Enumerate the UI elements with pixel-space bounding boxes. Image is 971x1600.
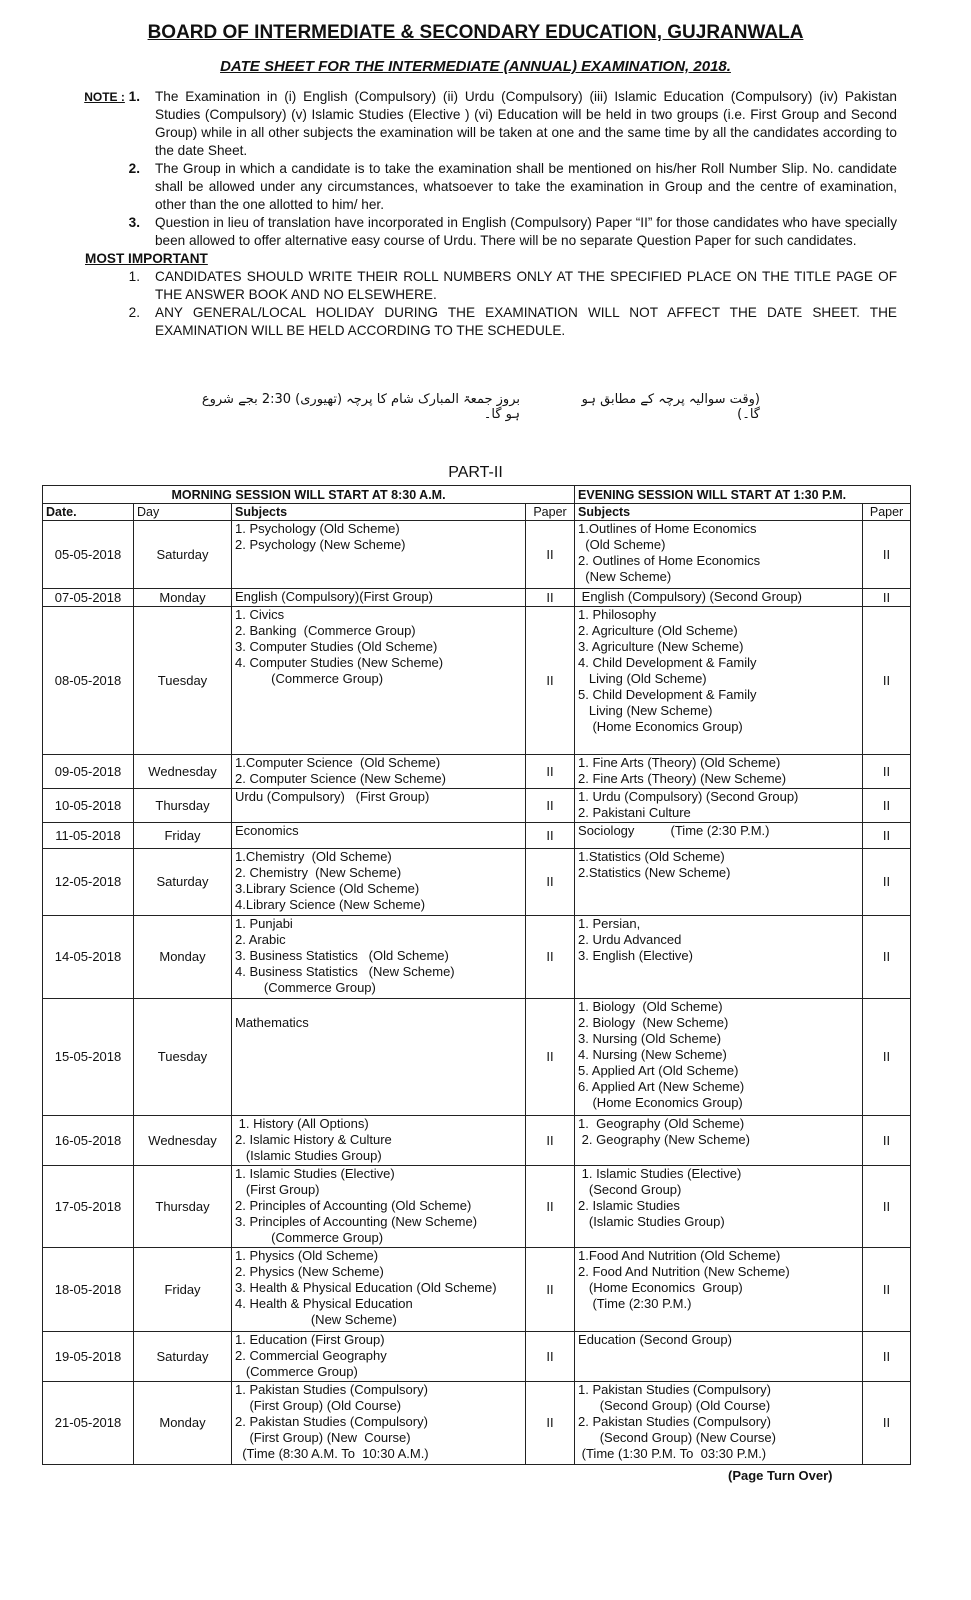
subject-line: 1.Statistics (Old Scheme) [578, 849, 725, 864]
morning-paper: II [526, 589, 575, 607]
evening-subjects [575, 999, 863, 1116]
note-text: The Examination in (i) English (Compulsory) (ii) Urdu (Compulsory) (iii) Islamic Education (Compulsory) (iv) Pakistan Studies (Compulsory) (v) Islamic Studies (Elective ) (vi) Education will be held in two groups (i.e. First Group and Second Group) while in all other subjects the examination will be taken at one and the same time by all the candidates according to the date Sheet. [155, 89, 897, 158]
evening-subjects [575, 789, 863, 823]
evening-subjects [575, 521, 863, 589]
evening-subjects [575, 1248, 863, 1332]
evening-session-header: EVENING SESSION WILL START AT 1:30 P.M. [575, 486, 911, 504]
subject-line: 4. Nursing (New Scheme) [578, 1047, 727, 1062]
most-important-heading: MOST IMPORTANT [85, 251, 208, 266]
morning-paper: II [526, 823, 575, 849]
table-row [43, 789, 911, 823]
subject-line: 1. Physics (Old Scheme) [235, 1248, 379, 1263]
subject-line: 6. Applied Art (New Scheme) [578, 1079, 745, 1094]
subject-line: 2. Arabic [235, 932, 286, 947]
subject-line: 1. Geography (Old Scheme) [578, 1116, 745, 1131]
date-sheet-subtitle: DATE SHEET FOR THE INTERMEDIATE (ANNUAL) EXAMINATION, 2018. [220, 58, 731, 75]
notes-section [55, 88, 897, 340]
subject-line: 1. Persian, [578, 916, 641, 931]
morning-subjects [232, 1116, 526, 1166]
subject-line: 2. Pakistani Culture [578, 805, 691, 820]
morning-paper: II [526, 1116, 575, 1166]
subject-line: 3. Health & Physical Education (Old Scheme) [235, 1280, 497, 1295]
exam-date: 11-05-2018 [43, 823, 134, 849]
subject-line: 2. Physics (New Scheme) [235, 1264, 384, 1279]
subject-line: 2. Agriculture (Old Scheme) [578, 623, 738, 638]
subject-line: (First Group) [235, 1182, 320, 1197]
urdu-evening-note: بروز جمعۃ المبارک شام کا پرچہ (تھیوری) 2:30 بجے شروع ہو گا۔ [201, 392, 520, 422]
exam-day: Tuesday [134, 999, 232, 1116]
subject-line: 1.Computer Science (Old Scheme) [235, 755, 441, 770]
important-item [55, 268, 897, 304]
table-row [43, 999, 911, 1116]
evening-paper: II [863, 789, 911, 823]
morning-session-header: MORNING SESSION WILL START AT 8:30 A.M. [43, 486, 575, 504]
note-item [55, 88, 897, 160]
subject-line: 3.Library Science (Old Scheme) [235, 881, 420, 896]
subject-line: 1. History (All Options) [235, 1116, 369, 1131]
evening-subjects [575, 755, 863, 789]
exam-date: 16-05-2018 [43, 1116, 134, 1166]
subject-line: 3. English (Elective) [578, 948, 693, 963]
table-row [43, 521, 911, 589]
subject-line: 2. Pakistan Studies (Compulsory) [578, 1414, 771, 1429]
subject-line: 3. Business Statistics (Old Scheme) [235, 948, 449, 963]
subject-line: Mathematics [235, 1015, 309, 1030]
subject-line: 2.Statistics (New Scheme) [578, 865, 731, 880]
column-header-morning-paper: Paper [526, 504, 575, 521]
column-header-day: Day [134, 504, 232, 521]
subject-line: 3. Computer Studies (Old Scheme) [235, 639, 438, 654]
subject-line: (First Group) (New Course) [235, 1430, 411, 1445]
morning-paper: II [526, 521, 575, 589]
subject-line: 2. Banking (Commerce Group) [235, 623, 416, 638]
morning-subjects [232, 589, 526, 607]
evening-paper: II [863, 1248, 911, 1332]
evening-paper: II [863, 823, 911, 849]
exam-day: Saturday [134, 521, 232, 589]
morning-subjects [232, 1332, 526, 1382]
table-row [43, 1166, 911, 1248]
morning-subjects [232, 1248, 526, 1332]
exam-day: Tuesday [134, 607, 232, 755]
exam-day: Monday [134, 1382, 232, 1465]
subject-line: (Old Scheme) [578, 537, 666, 552]
morning-paper: II [526, 999, 575, 1116]
evening-subjects [575, 916, 863, 999]
morning-paper: II [526, 1382, 575, 1465]
subject-line: 2. Computer Science (New Scheme) [235, 771, 446, 786]
exam-date: 08-05-2018 [43, 607, 134, 755]
subject-line: (Commerce Group) [235, 980, 376, 995]
evening-paper: II [863, 1382, 911, 1465]
note-item [55, 160, 897, 214]
subject-line: (New Scheme) [235, 1312, 397, 1327]
morning-subjects [232, 789, 526, 823]
subject-line [235, 999, 522, 1015]
evening-subjects [575, 589, 863, 607]
morning-paper: II [526, 607, 575, 755]
subject-line: 2. Islamic History & Culture [235, 1132, 392, 1147]
subject-line: 1. Civics [235, 607, 285, 622]
subject-line: 1. Urdu (Compulsory) (Second Group) [578, 789, 799, 804]
evening-paper: II [863, 1332, 911, 1382]
subject-line: 2. Biology (New Scheme) [578, 1015, 729, 1030]
subject-line: 1. Islamic Studies (Elective) [235, 1166, 395, 1181]
subject-line: 2. Principles of Accounting (Old Scheme) [235, 1198, 472, 1213]
morning-paper: II [526, 789, 575, 823]
subject-line: Sociology (Time (2:30 P.M.) [578, 823, 770, 838]
morning-subjects [232, 999, 526, 1116]
subject-line: 1. Education (First Group) [235, 1332, 385, 1347]
subject-line: English (Compulsory)(First Group) [235, 589, 433, 604]
subject-line: Economics [235, 823, 299, 838]
exam-date: 19-05-2018 [43, 1332, 134, 1382]
exam-date: 09-05-2018 [43, 755, 134, 789]
exam-day: Friday [134, 1248, 232, 1332]
subject-line: (Second Group) (Old Course) [578, 1398, 771, 1413]
evening-subjects [575, 823, 863, 849]
important-number: 2. [128, 305, 140, 320]
morning-subjects [232, 607, 526, 755]
exam-date: 21-05-2018 [43, 1382, 134, 1465]
subject-line: 1. Philosophy [578, 607, 657, 622]
exam-date: 05-05-2018 [43, 521, 134, 589]
column-header-morning-subjects: Subjects [232, 504, 526, 521]
important-item [55, 304, 897, 340]
evening-paper: II [863, 999, 911, 1116]
part-heading: PART-II [448, 464, 503, 481]
subject-line: 1. Punjabi [235, 916, 293, 931]
evening-subjects [575, 1382, 863, 1465]
subject-line: Living (New Scheme) [578, 703, 713, 718]
note-text: The Group in which a candidate is to take the examination shall be mentioned on his/her Roll Number Slip. No. candidate shall be allowed under any circumstances, whatsoever to take the examination in Group and the centre of examination, other than the one allotted to him/ her. [155, 161, 897, 212]
evening-paper: II [863, 849, 911, 916]
important-number: 1. [128, 269, 140, 284]
table-row [43, 916, 911, 999]
subject-line: (First Group) (Old Course) [235, 1398, 402, 1413]
morning-paper: II [526, 916, 575, 999]
subject-line: (Home Economics Group) [578, 1095, 743, 1110]
exam-date: 14-05-2018 [43, 916, 134, 999]
exam-day: Friday [134, 823, 232, 849]
subject-line: 3. Nursing (Old Scheme) [578, 1031, 722, 1046]
subject-line: 2. Food And Nutrition (New Scheme) [578, 1264, 790, 1279]
subject-line: 2. Psychology (New Scheme) [235, 537, 406, 552]
evening-paper: II [863, 521, 911, 589]
exam-day: Wednesday [134, 1116, 232, 1166]
subject-line: 2. Geography (New Scheme) [578, 1132, 750, 1147]
note-text: Question in lieu of translation have incorporated in English (Compulsory) Paper “II” for those candidates who have specially been allowed to offer alternative easy course of Urdu. There will be no separate Question Paper for such candidates. [155, 215, 897, 248]
note-number: 2. [128, 161, 140, 176]
subject-line: 4. Business Statistics (New Scheme) [235, 964, 455, 979]
evening-paper: II [863, 589, 911, 607]
morning-subjects [232, 755, 526, 789]
subject-line: 1. Psychology (Old Scheme) [235, 521, 400, 536]
exam-date: 17-05-2018 [43, 1166, 134, 1248]
important-text: CANDIDATES SHOULD WRITE THEIR ROLL NUMBERS ONLY AT THE SPECIFIED PLACE ON THE TITLE PAGE OF THE ANSWER BOOK AND NO ELSEWHERE. [155, 269, 897, 302]
subject-line: Living (Old Scheme) [578, 671, 707, 686]
morning-paper: II [526, 1248, 575, 1332]
subject-line: (Home Economics Group) [578, 1280, 743, 1295]
subject-line: 1. Biology (Old Scheme) [578, 999, 723, 1014]
subject-line: 2. Pakistan Studies (Compulsory) [235, 1414, 428, 1429]
morning-subjects [232, 849, 526, 916]
column-header-evening-paper: Paper [863, 504, 911, 521]
subject-line: (Islamic Studies Group) [235, 1148, 382, 1163]
exam-day: Thursday [134, 1166, 232, 1248]
subject-line: 1.Chemistry (Old Scheme) [235, 849, 392, 864]
subject-line: (Commerce Group) [235, 1364, 358, 1379]
subject-line: (Time (8:30 A.M. To 10:30 A.M.) [235, 1446, 429, 1461]
exam-day: Saturday [134, 849, 232, 916]
table-row [43, 755, 911, 789]
subject-line: 2. Fine Arts (Theory) (New Scheme) [578, 771, 787, 786]
page-turn-over: (Page Turn Over) [728, 1468, 833, 1483]
table-row [43, 1248, 911, 1332]
subject-line: (New Scheme) [578, 569, 672, 584]
morning-subjects [232, 1382, 526, 1465]
subject-line: 1. Pakistan Studies (Compulsory) [235, 1382, 428, 1397]
subject-line: 4.Library Science (New Scheme) [235, 897, 426, 912]
table-row [43, 849, 911, 916]
subject-line: 3. Agriculture (New Scheme) [578, 639, 744, 654]
subject-line: 1. Islamic Studies (Elective) [578, 1166, 742, 1181]
exam-day: Monday [134, 589, 232, 607]
morning-subjects [232, 1166, 526, 1248]
exam-day: Wednesday [134, 755, 232, 789]
urdu-time-note: (وقت سوالیہ پرچہ کے مطابق ہو گا۔) [581, 392, 760, 422]
subject-line: (Islamic Studies Group) [578, 1214, 725, 1229]
subject-line: Education (Second Group) [578, 1332, 732, 1347]
note-number: 3. [128, 215, 140, 230]
table-row [43, 1116, 911, 1166]
exam-date: 07-05-2018 [43, 589, 134, 607]
evening-subjects [575, 1166, 863, 1248]
evening-subjects [575, 849, 863, 916]
note-label: NOTE : [84, 90, 125, 104]
exam-date: 10-05-2018 [43, 789, 134, 823]
evening-paper: II [863, 1166, 911, 1248]
subject-line: (Commerce Group) [235, 671, 384, 686]
subject-line: 4. Health & Physical Education [235, 1296, 413, 1311]
note-number: 1. [128, 89, 140, 104]
column-header-date: Date. [43, 504, 134, 521]
subject-line: (Home Economics Group) [578, 719, 743, 734]
subject-line: 2. Commercial Geography [235, 1348, 387, 1363]
subject-line: 2. Outlines of Home Economics [578, 553, 761, 568]
evening-subjects [575, 1116, 863, 1166]
subject-line: 1.Outlines of Home Economics [578, 521, 757, 536]
subject-line: 2. Islamic Studies [578, 1198, 680, 1213]
subject-line: 2. Urdu Advanced [578, 932, 682, 947]
subject-line: English (Compulsory) (Second Group) [578, 589, 803, 604]
column-header-evening-subjects: Subjects [575, 504, 863, 521]
exam-date: 18-05-2018 [43, 1248, 134, 1332]
important-text: ANY GENERAL/LOCAL HOLIDAY DURING THE EXAMINATION WILL NOT AFFECT THE DATE SHEET. THE EXAMINATION WILL BE HELD ACCORDING TO THE SCHEDULE. [155, 305, 897, 338]
subject-line: 1.Food And Nutrition (Old Scheme) [578, 1248, 781, 1263]
morning-paper: II [526, 1332, 575, 1382]
morning-subjects [232, 916, 526, 999]
evening-subjects [575, 1332, 863, 1382]
subject-line: 1. Pakistan Studies (Compulsory) [578, 1382, 771, 1397]
table-row [43, 1332, 911, 1382]
table-row [43, 589, 911, 607]
note-item [55, 214, 897, 250]
morning-subjects [232, 521, 526, 589]
exam-date: 12-05-2018 [43, 849, 134, 916]
subject-line: 4. Computer Studies (New Scheme) [235, 655, 444, 670]
subject-line: (Commerce Group) [235, 1230, 384, 1245]
date-sheet-table [42, 485, 911, 1465]
morning-paper: II [526, 755, 575, 789]
subject-line: 2. Chemistry (New Scheme) [235, 865, 402, 880]
evening-paper: II [863, 755, 911, 789]
exam-day: Saturday [134, 1332, 232, 1382]
subject-line: 5. Child Development & Family [578, 687, 757, 702]
subject-line: (Time (1:30 P.M. To 03:30 P.M.) [578, 1446, 767, 1461]
table-row [43, 1382, 911, 1465]
subject-line: 4. Child Development & Family [578, 655, 757, 670]
subject-line: 3. Principles of Accounting (New Scheme) [235, 1214, 478, 1229]
table-row [43, 823, 911, 849]
morning-subjects [232, 823, 526, 849]
morning-paper: II [526, 1166, 575, 1248]
morning-paper: II [526, 849, 575, 916]
exam-day: Monday [134, 916, 232, 999]
evening-paper: II [863, 916, 911, 999]
subject-line: 5. Applied Art (Old Scheme) [578, 1063, 739, 1078]
exam-day: Thursday [134, 789, 232, 823]
exam-date: 15-05-2018 [43, 999, 134, 1116]
subject-line: (Second Group) [578, 1182, 682, 1197]
subject-line: 1. Fine Arts (Theory) (Old Scheme) [578, 755, 781, 770]
evening-paper: II [863, 1116, 911, 1166]
subject-line: Urdu (Compulsory) (First Group) [235, 789, 430, 804]
subject-line: (Time (2:30 P.M.) [578, 1296, 692, 1311]
table-row [43, 607, 911, 755]
evening-subjects [575, 607, 863, 755]
board-title: BOARD OF INTERMEDIATE & SECONDARY EDUCATION, GUJRANWALA [147, 22, 804, 43]
evening-paper: II [863, 607, 911, 755]
subject-line: (Second Group) (New Course) [578, 1430, 776, 1445]
